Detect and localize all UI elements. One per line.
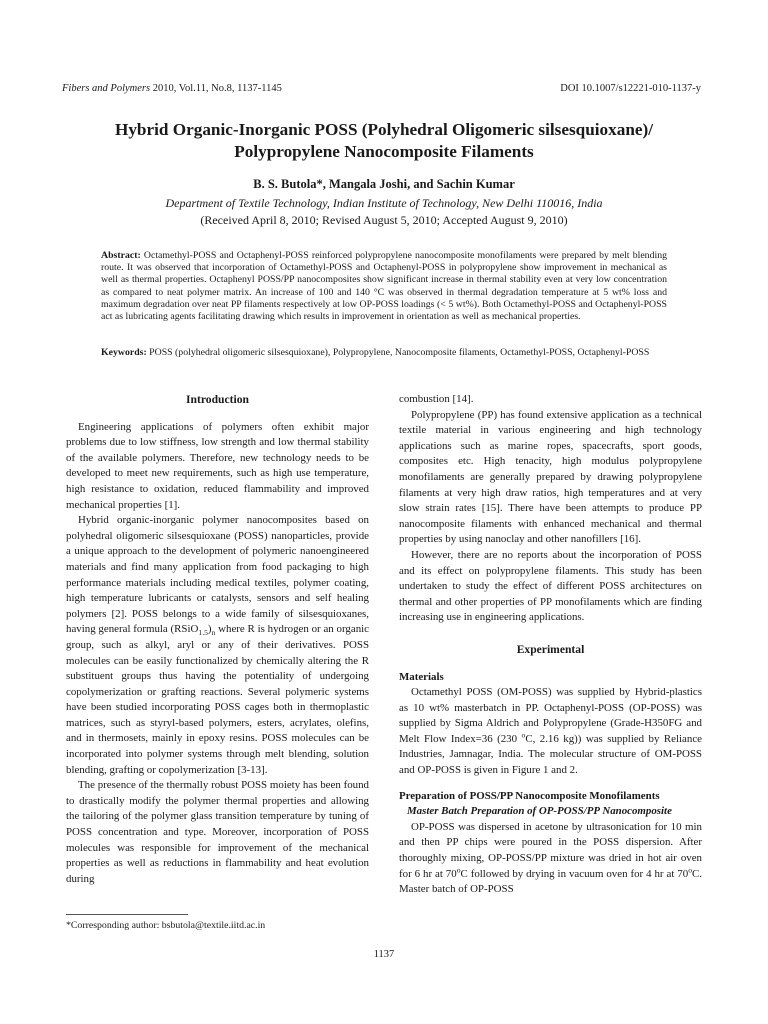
abstract-text: Octamethyl-POSS and Octaphenyl-POSS reinforced polypropylene nanocomposite monofilaments were prepared by melt blending route. It was observed that incorporation of Octamethyl-POSS and Octaphenyl-POSS in polypropylene show improvement in mechanical as well as thermal properties. Octaphenyl POSS/PP nanocomposites show significant increase in thermal stability even at very low concentration as compared to neat polymer matrix. An increase of 100 and 140 °C was observed in thermal degradation temperature at 5 wt% loss and maximum degradation over neat PP filaments respectively at low OP-POSS loadings (< 5 wt%). Both Octamethyl-POSS and Octaphenyl-POSS act as lubricating agents facilitating drawing which results in improvement in orientation as well as mechanical properties. [101, 250, 667, 323]
materials-heading: Materials [399, 670, 444, 683]
running-header-doi: DOI 10.1007/s12221-010-1137-y [560, 83, 701, 94]
journal-citation: 2010, Vol.11, No.8, 1137-1145 [150, 83, 282, 94]
footnote-rule [66, 914, 188, 915]
right-column [399, 392, 702, 898]
master-batch-paragraph [399, 820, 702, 898]
left-column [66, 392, 369, 887]
paper-title [40, 119, 728, 163]
introduction-heading: Introduction [186, 393, 249, 406]
experimental-heading: Experimental [516, 642, 585, 656]
abstract [101, 250, 667, 323]
keywords-text: POSS (polyhedral oligomeric silsesquioxane), Polypropylene, Nanocomposite filaments, Octamethyl-POSS, Octaphenyl-POSS [146, 347, 650, 358]
master-batch-text-b: C followed by drying in vacuum oven for 4 hr at 70 [460, 867, 689, 880]
keywords [101, 347, 667, 360]
preparation-heading: Preparation of POSS/PP Nanocomposite Monofilaments [399, 789, 660, 802]
formula-close-paren: ) [207, 623, 212, 636]
intro-p2-text-a: Hybrid organic-inorganic polymer nanocomposites based on polyhedral oligomeric silsesquioxane (POSS) nanoparticles, provide a unique approach to the development of polymeric nanoengineered materials and find many application from food packaging to high performance materials including medical textiles, polymer coating, high temperature lubricants or catalysts, sensors and self healing polymers [2]. POSS belongs to a wide family of silsesquioxanes, having general formula (RSiO [66, 514, 369, 636]
keywords-label: Keywords: [101, 347, 147, 358]
materials-paragraph [399, 685, 702, 779]
abstract-label: Abstract: [101, 250, 141, 261]
master-batch-text-c: C. Master batch of OP-POSS [399, 867, 702, 896]
affiliation: Department of Textile Technology, Indian Institute of Technology, New Delhi 110016, India [165, 196, 603, 210]
materials-text-a: Octamethyl POSS (OM-POSS) was supplied by Hybrid-plastics as 10 wt% masterbatch in PP. Octaphenyl-POSS (OP-POSS) was supplied by Sigma Aldrich and Polypropylene (Grade-H350FG and Melt Flow Index=36 (230 [399, 686, 702, 745]
degree-superscript: o [456, 865, 461, 874]
intro-paragraph-4: Polypropylene (PP) has found extensive application as a technical textile material in various engineering and high technology applications such as marine ropes, spacecrafts, sport goods, composites etc. High tenacity, high modulus polypropylene monofilaments are generally prepared by drawing polypropylene filaments at very high draw ratios, high temperatures and at very slow strain rates [15]. There have been attempts to produce PP nanocomposite filaments with enhanced mechanical and thermal properties by using nanoclay and other nanofillers [16]. [399, 408, 702, 546]
title-line-1: Hybrid Organic-Inorganic POSS (Polyhedral Oligomeric silsesquioxane)/ [114, 120, 654, 139]
degree-superscript: o [688, 865, 692, 874]
master-batch-heading: Master Batch Preparation of OP-POSS/PP Nanocomposite [407, 805, 672, 818]
journal-name: Fibers and Polymers [62, 83, 151, 94]
authors: B. S. Butola*, Mangala Joshi, and Sachin Kumar [253, 177, 515, 191]
page-number: 1137 [373, 949, 395, 960]
intro-paragraph-5: However, there are no reports about the incorporation of POSS and its effect on polypropylene filaments. This study has been undertaken to study the effect of different POSS architectures on thermal and other properties of PP monofilaments which are finding increasing use in engineering applications. [399, 548, 702, 624]
intro-paragraph-2 [66, 513, 369, 778]
degree-superscript: o [521, 730, 526, 740]
formula-subscript-n: n [211, 628, 216, 638]
title-line-2: Polypropylene Nanocomposite Filaments [234, 142, 534, 161]
intro-paragraph-3: The presence of the thermally robust POSS moiety has been found to drastically modify the polymer thermal properties and allowing the tailoring of the polymer glass transition temperature by tuning of POSS concentration and type. Moreover, incorporation of POSS molecules was responsible for improvement of the mechanical properties as well as reductions in flammability and heat evolution during [66, 779, 369, 885]
corresponding-author-footnote: *Corresponding author: bsbutola@textile.iitd.ac.in [66, 920, 266, 931]
running-header-citation [62, 83, 282, 94]
received-dates: (Received April 8, 2010; Revised August 5, 2010; Accepted August 9, 2010) [200, 213, 568, 227]
materials-text-b: C, 2.16 kg)) was supplied by Reliance Industries, Jamnagar, India. The molecular structure of OM-POSS and OP-POSS is given in Figure 1 and 2. [399, 732, 702, 777]
intro-p2-text-b: where R is hydrogen or an organic group, such as alkyl, aryl or any of their derivatives. POSS molecules can be easily functionalized by chemically altering the R substituent groups thus having the potentiality of undergoing copolymerization or grafting reactions. Several polymeric systems have been studied incorporating POSS cages both in thermoplastic matrices, such as styryl-based polymers, esters, acrylates, olefins, and in thermosets, mainly in epoxy resins. POSS molecules can be incorporated into polymer systems through melt blending, solution blending, grafting or copolymerization [3-13]. [66, 623, 369, 776]
master-batch-text-a: OP-POSS was dispersed in acetone by ultrasonication for 10 min and then PP chips were poured in the POSS dispersion. After thoroughly mixing, OP-POSS/PP mixture was dried in hot air oven for 6 hr at 70 [399, 820, 702, 880]
intro-paragraph-1: Engineering applications of polymers often exhibit major problems due to low stiffness, low strength and low thermal stability of the available polymers. Therefore, new technology needs to be developed to meet new requirements, such as high use temperature, high resistance to oxidation, reduced flammability and improved mechanical properties [1]. [66, 420, 369, 511]
formula-subscript-1: 1.5 [198, 628, 208, 638]
intro-continuation: combustion [14]. [399, 393, 474, 405]
